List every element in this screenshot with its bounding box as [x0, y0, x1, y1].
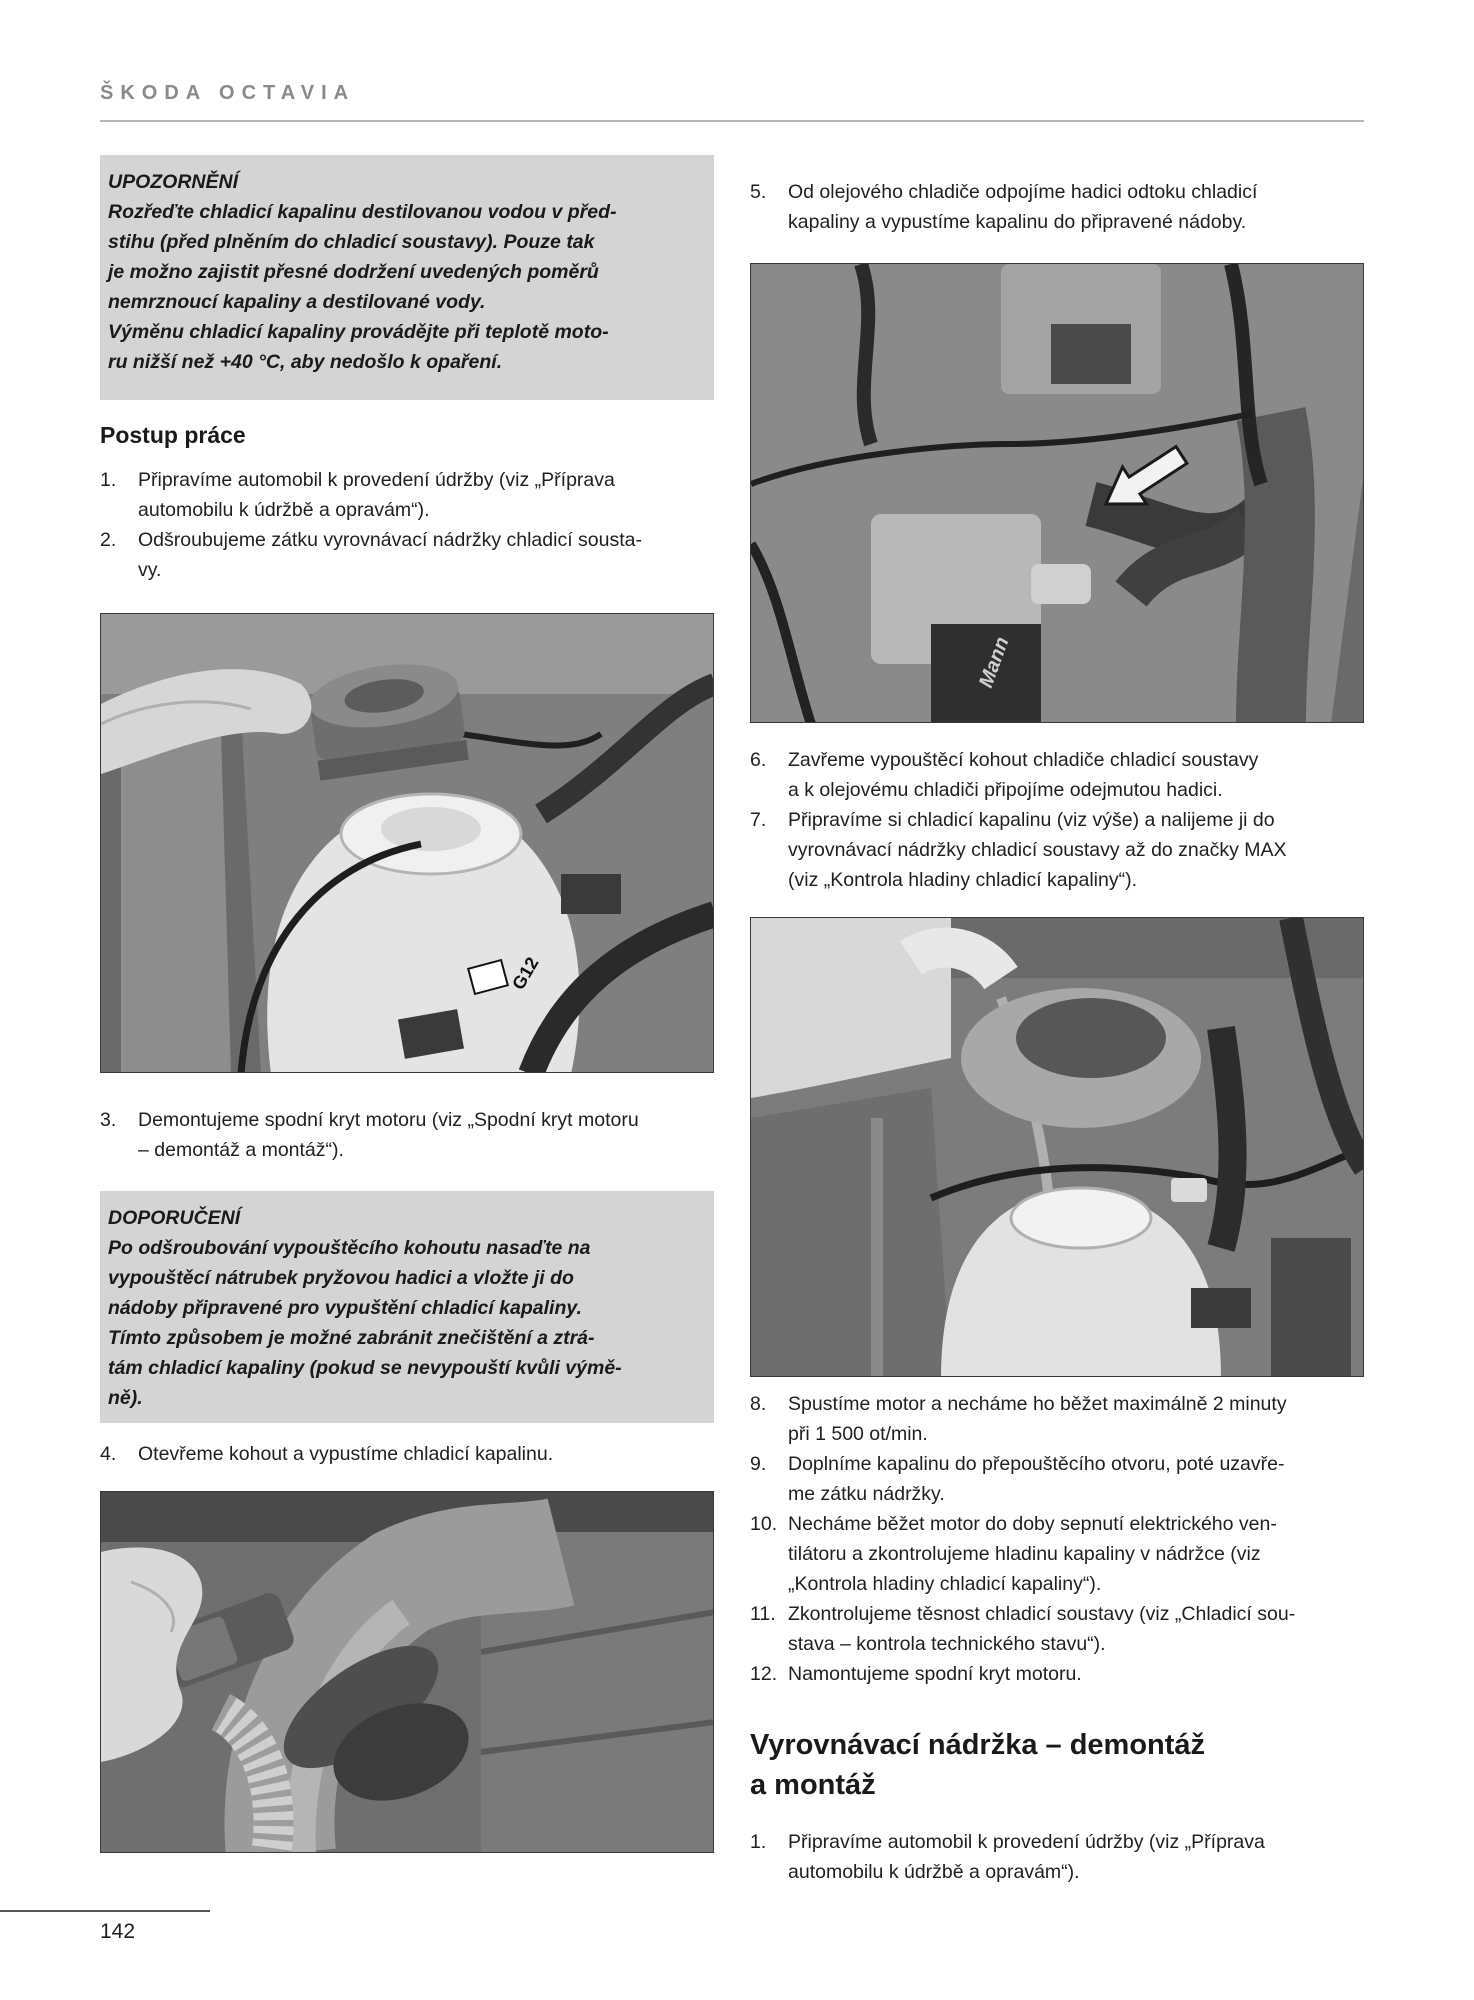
step-text: a k olejovému chladiči připojíme odejmutou hadici. — [788, 779, 1223, 801]
step-number: 11. — [750, 1603, 776, 1625]
step-text: Otevřeme kohout a vypustíme chladicí kapalinu. — [138, 1443, 554, 1465]
step-item — [750, 1599, 1364, 1659]
step-list — [750, 1389, 1364, 1689]
step-text: Necháme běžet motor do doby sepnutí elektrického ven- — [788, 1513, 1277, 1535]
recommendation-line: vypouštěcí nátrubek pryžovou hadici a vložte ji do — [108, 1267, 574, 1289]
warning-line: Rozřeďte chladicí kapalinu destilovanou vodou v před- — [108, 201, 617, 223]
recommendation-line: tám chladicí kapaliny (pokud se nevypouští kvůli výmě- — [108, 1357, 622, 1379]
step-item — [750, 1827, 1364, 1887]
warning-line: stihu (před plněním do chladicí soustavy). Pouze tak — [108, 231, 595, 253]
recommendation-line: nádoby připravené pro vypuštění chladicí kapaliny. — [108, 1297, 582, 1319]
step-number: 7. — [750, 809, 767, 831]
step-text: Spustíme motor a necháme ho běžet maximálně 2 minuty — [788, 1393, 1287, 1415]
step-text: Zavřeme vypouštěcí kohout chladiče chladicí soustavy — [788, 749, 1259, 771]
recommendation-line: Tímto způsobem je možné zabránit znečištění a ztrá- — [108, 1327, 595, 1349]
step-list — [750, 177, 1364, 237]
step-text: Připravíme si chladicí kapalinu (viz výše) a nalijeme ji do — [788, 809, 1275, 831]
photo-pouring-coolant — [750, 917, 1364, 1377]
step-item — [750, 805, 1364, 895]
step-number: 6. — [750, 749, 767, 771]
step-text: tilátoru a zkontrolujeme hladinu kapaliny v nádržce (viz — [788, 1543, 1261, 1565]
step-number: 8. — [750, 1393, 767, 1415]
warning-line: Výměnu chladicí kapaliny provádějte při teplotě moto- — [108, 321, 609, 343]
step-item — [100, 1105, 714, 1165]
step-number: 4. — [100, 1443, 117, 1465]
header-divider — [100, 120, 1364, 122]
step-item — [750, 1449, 1364, 1509]
step-text: automobilu k údržbě a opravám“). — [138, 499, 430, 521]
step-text: automobilu k údržbě a opravám“). — [788, 1861, 1080, 1883]
step-text: stava – kontrola technického stavu“). — [788, 1633, 1106, 1655]
step-item — [100, 465, 714, 525]
step-list — [750, 1827, 1364, 1887]
section-title-procedure: Postup práce — [100, 422, 246, 448]
step-item — [100, 1439, 714, 1469]
step-text: me zátku nádržky. — [788, 1483, 945, 1505]
photo-oil-cooler-illustration — [751, 264, 1364, 723]
recommendation-box — [100, 1191, 714, 1423]
photo-reservoir-cap-illustration — [101, 614, 714, 1073]
step-number: 3. — [100, 1109, 117, 1131]
reservoir-g12-label: G12 — [508, 953, 543, 994]
step-number: 1. — [100, 469, 117, 491]
step-text: při 1 500 ot/min. — [788, 1423, 928, 1445]
photo-drain-cock-illustration — [101, 1492, 714, 1853]
step-item — [750, 177, 1364, 237]
warning-line: je možno zajistit přesné dodržení uvedených poměrů — [108, 261, 599, 283]
step-text: Připravíme automobil k provedení údržby (viz „Příprava — [788, 1831, 1265, 1853]
section-title-reservoir — [750, 1725, 1364, 1805]
step-item — [100, 525, 714, 585]
oil-filter-label: Mann — [975, 634, 1014, 691]
right-column — [750, 155, 1364, 1887]
left-column — [100, 155, 714, 1853]
step-list — [100, 1105, 714, 1165]
step-item — [750, 745, 1364, 805]
step-list — [750, 745, 1364, 895]
step-text: – demontáž a montáž“). — [138, 1139, 344, 1161]
running-header: ŠKODA OCTAVIA — [100, 82, 356, 104]
footer-divider — [0, 1910, 210, 1912]
step-item — [750, 1389, 1364, 1449]
step-text: (viz „Kontrola hladiny chladicí kapaliny“). — [788, 869, 1137, 891]
step-number: 1. — [750, 1831, 767, 1853]
step-number: 12. — [750, 1663, 778, 1685]
section-title-line: Vyrovnávací nádržka – demontáž — [750, 1729, 1206, 1761]
photo-pouring-coolant-illustration — [751, 918, 1364, 1377]
recommendation-title: DOPORUČENÍ — [108, 1207, 241, 1229]
step-number: 10. — [750, 1513, 778, 1535]
step-list — [100, 465, 714, 585]
warning-line: nemrznoucí kapaliny a destilované vody. — [108, 291, 486, 313]
step-text: „Kontrola hladiny chladicí kapaliny“). — [788, 1573, 1102, 1595]
photo-reservoir-cap — [100, 613, 714, 1073]
warning-line: ru nižší než +40 °C, aby nedošlo k opaření. — [108, 351, 503, 373]
step-list — [100, 1439, 714, 1469]
step-text: Doplníme kapalinu do přepouštěcího otvoru, poté uzavře- — [788, 1453, 1285, 1475]
photo-drain-cock — [100, 1491, 714, 1853]
step-text: Od olejového chladiče odpojíme hadici odtoku chladicí — [788, 181, 1258, 203]
section-title-line: a montáž — [750, 1769, 876, 1801]
step-text: Odšroubujeme zátku vyrovnávací nádržky chladicí sousta- — [138, 529, 642, 551]
step-item — [750, 1659, 1364, 1689]
step-number: 2. — [100, 529, 117, 551]
step-text: kapaliny a vypustíme kapalinu do připravené nádoby. — [788, 211, 1247, 233]
step-text: Připravíme automobil k provedení údržby (viz „Příprava — [138, 469, 615, 491]
recommendation-line: Po odšroubování vypouštěcího kohoutu nasaďte na — [108, 1237, 591, 1259]
step-number: 5. — [750, 181, 767, 203]
step-text: Demontujeme spodní kryt motoru (viz „Spodní kryt motoru — [138, 1109, 639, 1131]
warning-box — [100, 155, 714, 400]
step-item — [750, 1509, 1364, 1599]
page-number: 142 — [100, 1920, 136, 1943]
step-text: vy. — [138, 559, 162, 581]
step-text: Zkontrolujeme těsnost chladicí soustavy (viz „Chladicí sou- — [788, 1603, 1296, 1625]
photo-oil-cooler — [750, 263, 1364, 723]
recommendation-line: ně). — [108, 1387, 143, 1409]
step-text: vyrovnávací nádržky chladicí soustavy až do značky MAX — [788, 839, 1287, 861]
step-number: 9. — [750, 1453, 767, 1475]
step-text: Namontujeme spodní kryt motoru. — [788, 1663, 1082, 1685]
warning-title: UPOZORNĚNÍ — [108, 171, 239, 193]
